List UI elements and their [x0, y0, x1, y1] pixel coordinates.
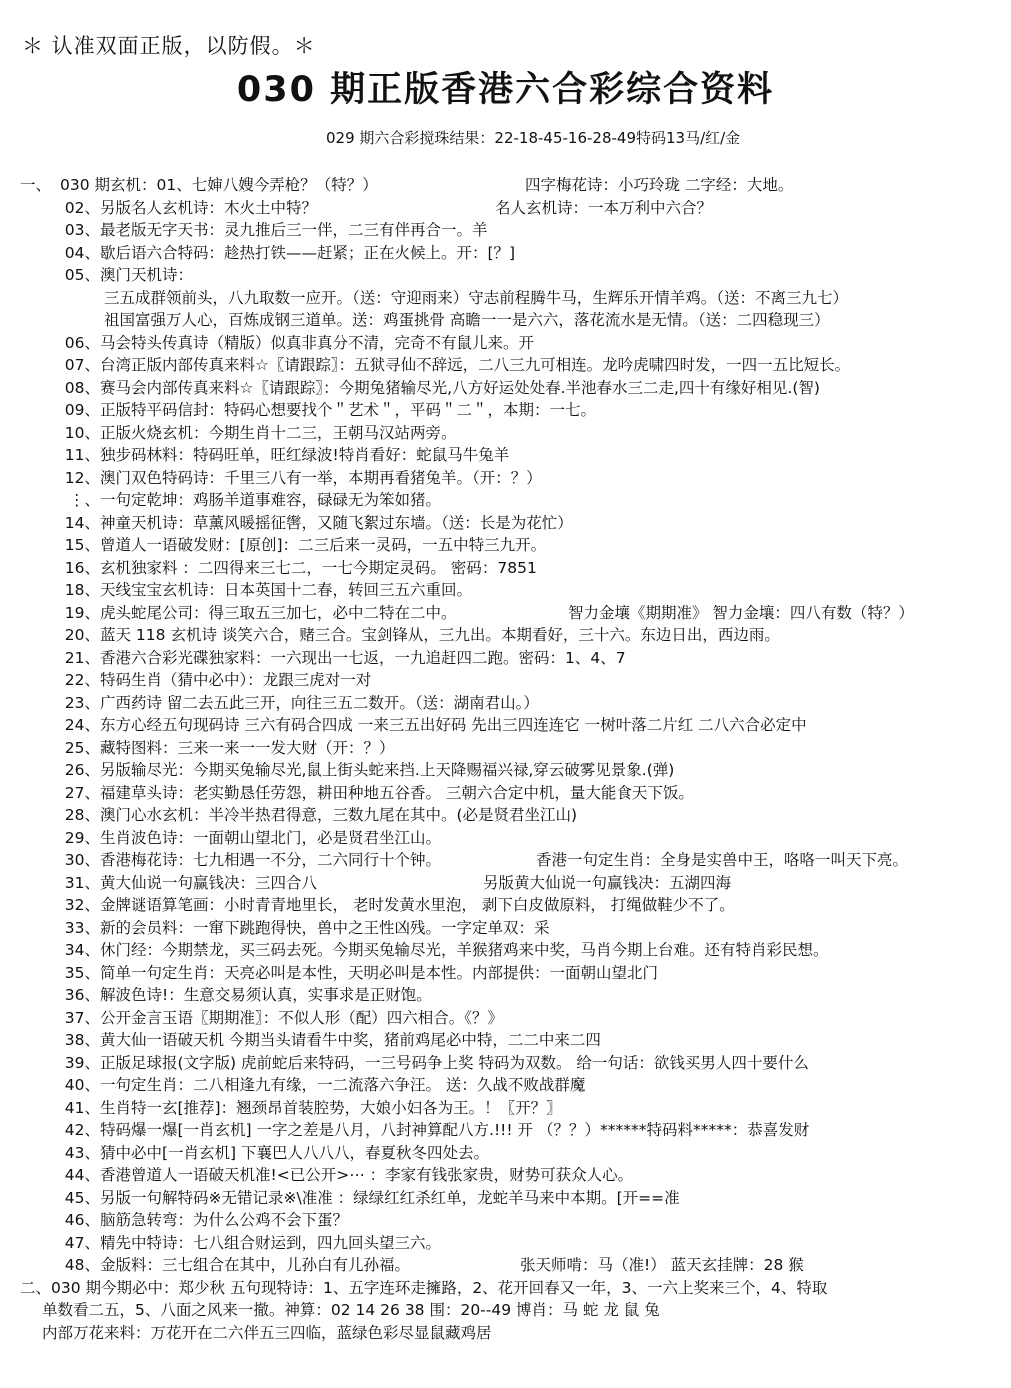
section-two-line [20, 1322, 1000, 1345]
list-item [20, 1187, 1000, 1210]
page-title: 030 期正版香港六合彩综合资料 [236, 70, 775, 110]
verse-text: 三五成群领前头，八九取数一应开。（送：守迎雨来）守志前程腾牛马，生辉乐开情羊鸡。（送：不离三九七） [104, 288, 849, 307]
section-two-line [20, 1277, 1000, 1300]
item-text: 另版一句解特码※无错记录※\准准 ：绿绿红红杀红单，龙蛇羊马来中本期。[开==准 [100, 1188, 680, 1207]
item-text: 歇后语六合特码：趁热打铁——赶紧；正在火候上。开：[？] [100, 243, 516, 262]
item-text: 公开金言玉语〖期期准〗：不似人形（配）四六相合。《？》 [100, 1008, 504, 1027]
item-number: 25、 [64, 738, 100, 757]
item-text-secondary: 香港一句定生肖：全身是实兽中王，咯咯一叫天下亮。 [536, 851, 909, 869]
item-number: 27、 [64, 783, 100, 802]
item-text: 生肖波色诗：一面朝山望北门，必是贤君坐江山。 [100, 828, 442, 847]
list-item [20, 579, 1000, 602]
item-number: 32、 [64, 896, 100, 914]
list-item [20, 489, 1000, 512]
list-item [20, 1164, 1000, 1187]
item-text: 香港曾道人一语破天机准!<已公开>⋯ ：李家有钱张家贵，财势可获众人心。 [100, 1166, 634, 1184]
top-note: ＊ 认准双面正版，以防假。＊ [22, 34, 316, 58]
list-item [20, 264, 1000, 287]
item-number: 05、 [64, 266, 100, 284]
item-number: 07、 [64, 356, 100, 374]
item-number: 29、 [64, 828, 100, 847]
list-item [20, 444, 1000, 467]
item-text: 一句定乾坤：鸡肠羊道事难容，碌碌无为笨如猪。 [100, 491, 442, 509]
item-number: 12、 [64, 468, 100, 487]
list-item [20, 1254, 1000, 1277]
item-text: 神童天机诗：草薰风暖摇征辔，又随飞絮过东墙。（送：长是为花忙） [100, 513, 573, 532]
item-text: 蓝天 118 玄机诗 谈笑六合，赌三合。宝剑锋从，三九出。本期看好，三十六。东边日出，西边雨。 [100, 626, 780, 644]
item-number: 39、 [64, 1053, 100, 1072]
previous-result: 029 期六合彩搅珠结果：22-18-45-16-28-49特码13马/红/金 [326, 129, 741, 147]
item-text: 虎头蛇尾公司：得三取五三加七，必中二特在二中。 [100, 603, 457, 622]
list-item [20, 377, 1000, 400]
item-text: 正版足球报(文字版) 虎前蛇后来特码，一三号码争上奖 特码为双数。 给一句话：欲钱买男人四十要什么 [100, 1053, 809, 1072]
section-two-text: 内部万花来料：万花开在二六伴五三四临，蓝绿色彩尽显鼠藏鸡居 [42, 1323, 492, 1342]
item-text: 曾道人一语破发财：[原创]：二三后来一灵码，一五中特三九开。 [100, 536, 547, 554]
item-text-secondary: 四字梅花诗：小巧玲珑 二字经：大地。 [525, 176, 794, 194]
list-item [20, 917, 1000, 940]
item-text: 正版特平码信封：特码心想要找个＂艺术＂，平码＂二＂，本期：一七。 [100, 401, 597, 419]
item-number: 19、 [64, 603, 100, 622]
item-number: 40、 [64, 1076, 100, 1094]
section-number: 一、 [20, 176, 52, 194]
item-text: 澳门心水玄机：半冷半热君得意，三数九尾在其中。(必是贤君坐江山) [100, 806, 578, 824]
item-number: 42、 [64, 1121, 100, 1139]
item-text: 玄机独家料 ：二四得来三七二，一七今期定灵码。 密码：7851 [100, 558, 537, 577]
item-text: 猜中必中[一肖玄机] 下襄巴人八八八，春夏秋冬四处去。 [100, 1143, 490, 1162]
list-item [20, 849, 1000, 872]
list-item [20, 197, 1000, 220]
item-number: 11、 [64, 446, 100, 464]
list-item [20, 309, 1000, 332]
list-item [20, 1029, 1000, 1052]
item-number: 28、 [64, 806, 100, 824]
list-item [20, 984, 1000, 1007]
list-item [20, 692, 1000, 715]
list-item [20, 669, 1000, 692]
list-item [20, 872, 1000, 895]
item-number: 22、 [64, 671, 100, 689]
item-number: 44、 [64, 1166, 100, 1184]
item-number: 48、 [64, 1256, 100, 1274]
list-item [20, 1119, 1000, 1142]
item-number: 41、 [64, 1098, 100, 1117]
item-text: 正版火烧玄机：今期生肖十二三，王朝马汉站两旁。 [100, 423, 457, 442]
list-item [20, 827, 1000, 850]
item-text: 简单一句定生肖：天亮必叫是本性，天明必叫是本性。内部提供：一面朝山望北门 [100, 963, 659, 982]
item-text: 广西药诗 留二去五此三开，向往三五二数开。（送：湖南君山。） [100, 693, 539, 712]
item-text: 一句定生肖：二八相逢九有缘，一二流落六争汪。 送：久战不败战群魔 [100, 1076, 586, 1094]
item-number: 24、 [64, 716, 100, 734]
item-text-secondary: 名人玄机诗：一本万利中六合？ [495, 198, 713, 217]
item-number: 34、 [64, 941, 100, 959]
item-text: 澳门双色特码诗：千里三八有一举，本期再看猪兔羊。（开：？） [100, 468, 542, 487]
list-item [20, 1209, 1000, 1232]
item-number: 38、 [64, 1031, 100, 1049]
item-text: 最老版无字天书：灵九推后三一伴，二三有伴再合一。羊 [100, 221, 488, 239]
list-item [20, 1142, 1000, 1165]
list-item [20, 939, 1000, 962]
item-number: 02、 [64, 198, 100, 217]
item-text: 黄大仙一语破天机 今期当头请看牛中奖，猪前鸡尾必中特，二二中来二四 [100, 1031, 601, 1049]
list-item [20, 737, 1000, 760]
item-number: 26、 [64, 761, 100, 779]
item-number: 09、 [64, 401, 100, 419]
item-text: 特码爆一爆[一肖玄机] 一字之差是八月，八封神算配八方.!!! 开 （？？）******特码料*****：恭喜发财 [100, 1121, 810, 1139]
item-text: 另版名人玄机诗：木火土中特？ [100, 198, 318, 217]
item-text: 香港六合彩光碟独家料：一六现出一七返，一九追赶四二跑。密码：1、4、7 [100, 648, 626, 667]
item-number: 37、 [64, 1008, 100, 1027]
section-two-text: 单数看二五，5、八面之风来一撤。神算：02 14 26 38 围：20--49 博肖：马 蛇 龙 鼠 兔 [42, 1301, 660, 1319]
content-list [20, 174, 1000, 1344]
item-number: 21、 [64, 648, 100, 667]
list-item [20, 287, 1000, 310]
item-number: 10、 [64, 423, 100, 442]
list-item [20, 962, 1000, 985]
item-number: 23、 [64, 693, 100, 712]
list-item [20, 174, 1000, 197]
item-number: 030 期玄机： [60, 176, 157, 194]
list-item [20, 602, 1000, 625]
item-text: 另版输尽光：今期买兔输尽光,鼠上街头蛇来挡.上天降赐福兴禄,穿云破雾见景象.(弹) [100, 761, 675, 779]
item-text: 金版料：三七组合在其中，儿孙白有儿孙福。 [100, 1256, 411, 1274]
verse-text: 祖国富强万人心，百炼成钢三道单。送：鸡蛋挑骨 高瞻一一是六六，落花流水是无情。（送：二四稳现三） [104, 311, 830, 329]
list-item [20, 1232, 1000, 1255]
section-number: 二、 [20, 1278, 52, 1297]
item-text: 澳门天机诗： [100, 266, 194, 284]
item-number: 18、 [64, 581, 100, 599]
item-number: 47、 [64, 1233, 100, 1252]
item-text: 赛马会内部传真来料☆〖请跟踪〗：今期兔猪输尽光,八方好运处处春.半池春水三二走,四十有缘好相见.(智) [100, 378, 820, 397]
item-text-secondary: 另版黄大仙说一句赢钱决：五湖四海 [483, 873, 732, 892]
list-item [20, 422, 1000, 445]
list-item [20, 534, 1000, 557]
section-two-text: 030 期今期必中：郑少秋 五句现特诗：1、五字连环走擁路，2、花开回春又一年，3、一六上奖来三个，4、特取 [51, 1278, 828, 1297]
item-number: 33、 [64, 918, 100, 937]
item-text: 藏特图料：三来一来一一发大财（开：？） [100, 738, 395, 757]
item-number: 35、 [64, 963, 100, 982]
item-text: 东方心经五句现码诗 三六有码合四成 一来三五出好码 先出三四连连它 一树叶落二片红 二八六合必定中 [100, 716, 807, 734]
item-number: 15、 [64, 536, 100, 554]
list-item [20, 467, 1000, 490]
item-text: 生肖特一玄[推荐]：翘颈昂首装腔势，大娘小妇各为王。！〖开？〗 [100, 1098, 562, 1117]
item-text: 香港梅花诗：七九相遇一不分，二六同行十个钟。 [100, 851, 442, 869]
item-number: 16、 [64, 558, 100, 577]
list-item [20, 399, 1000, 422]
item-text: 福建草头诗：老实勤恳任劳怨，耕田种地五谷香。 三朝六合定中机，量大能食天下饭。 [100, 783, 694, 802]
list-item [20, 557, 1000, 580]
item-text: 特码生肖（猜中必中）：龙跟三虎对一对 [100, 671, 372, 689]
list-item [20, 332, 1000, 355]
list-item [20, 354, 1000, 377]
list-item [20, 1074, 1000, 1097]
list-item [20, 1097, 1000, 1120]
item-text: 休门经：今期禁龙，买三码去死。今期买兔输尽光，羊猴猪鸡来中奖，马肖今期上台难。还有特肖彩民想。 [100, 941, 829, 959]
item-text: 精先中特诗：七八组合财运到，四九回头望三六。 [100, 1233, 442, 1252]
list-item [20, 804, 1000, 827]
item-text-secondary: 张天师啃：马（准!） 蓝天玄挂牌：28 猴 [520, 1256, 804, 1274]
list-item [20, 647, 1000, 670]
item-text: 金牌谜语算笔画：小时青青地里长， 老时发黄水里泡， 剥下白皮做原料， 打绳做鞋少不了。 [100, 896, 735, 914]
list-item [20, 624, 1000, 647]
item-number: 36、 [64, 986, 100, 1004]
item-text-secondary: 智力金壤《期期准》 智力金壤：四八有数（特？） [568, 603, 914, 622]
list-item [20, 894, 1000, 917]
item-text: 独步码林料：特码旺单，旺红绿波!特肖看好：蛇鼠马牛兔羊 [100, 446, 510, 464]
item-text: 天线宝宝玄机诗：日本英国十二春，转回三五六重回。 [100, 581, 473, 599]
item-number: 43、 [64, 1143, 100, 1162]
list-item [20, 1052, 1000, 1075]
item-text: 01、七婶八嫂今弄枪？（特？） [156, 176, 378, 194]
item-text: 脑筋急转弯：为什么公鸡不会下蛋？ [100, 1211, 349, 1229]
list-item [20, 219, 1000, 242]
item-number: 06、 [64, 333, 100, 352]
item-number: 03、 [64, 221, 100, 239]
item-number: 20、 [64, 626, 100, 644]
item-number: 45、 [64, 1188, 100, 1207]
item-number: 31、 [64, 873, 100, 892]
list-item [20, 782, 1000, 805]
list-item [20, 714, 1000, 737]
item-number: 08、 [64, 378, 100, 397]
item-text: 新的会员料：一窜下跳跑得快，兽中之王性凶残。一字定单双：采 [100, 918, 550, 937]
item-text: 解波色诗!：生意交易须认真，实事求是正财饱。 [100, 986, 432, 1004]
item-number: 30、 [64, 851, 100, 869]
list-item [20, 759, 1000, 782]
list-item [20, 512, 1000, 535]
item-number: 14、 [64, 513, 100, 532]
list-item [20, 1007, 1000, 1030]
item-number: 46、 [64, 1211, 100, 1229]
item-text: 马会特头传真诗（精版）似真非真分不清，完奇不有鼠儿来。开 [100, 333, 535, 352]
list-item [20, 242, 1000, 265]
item-text: 台湾正版内部传真来料☆〖请跟踪〗：五狱寻仙不辞远，二八三九可相连。龙吟虎啸四时发，一四一五比短长。 [100, 356, 851, 374]
item-number: ⋮、 [68, 491, 100, 509]
item-text: 黄大仙说一句赢钱决：三四合八 [100, 873, 318, 892]
section-two-line [20, 1299, 1000, 1322]
item-number: 04、 [64, 243, 100, 262]
